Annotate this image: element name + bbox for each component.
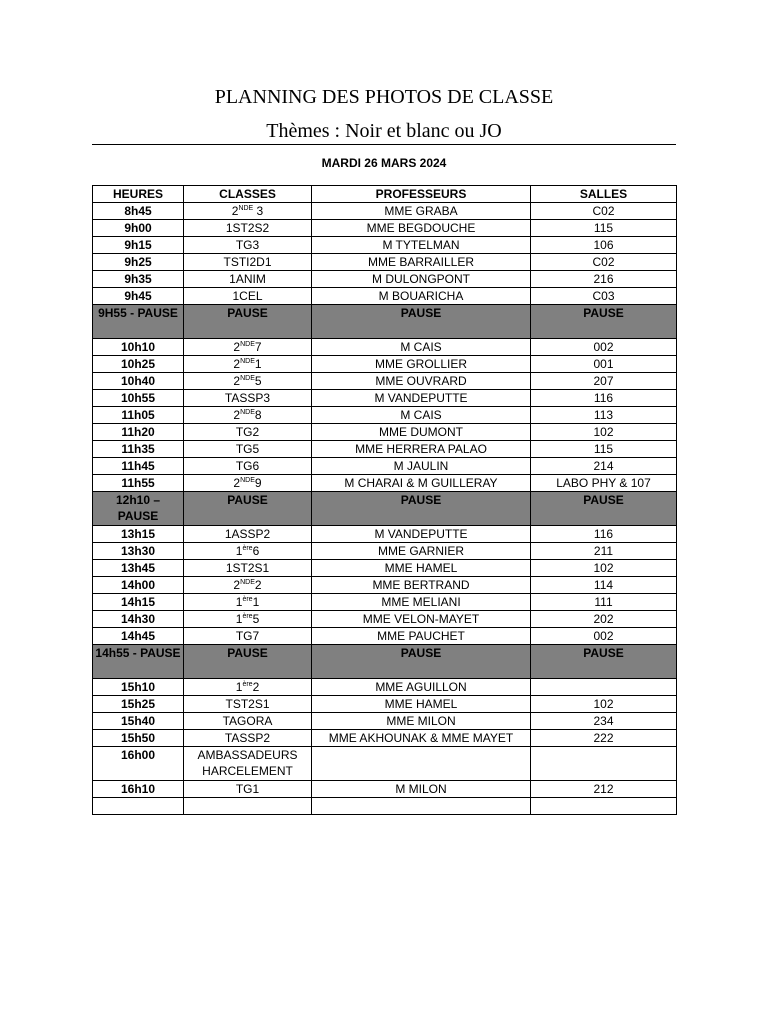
cell-professeur: M MILON	[312, 781, 531, 798]
table-row	[93, 373, 677, 390]
cell-professeur: MME AKHOUNAK & MME MAYET	[312, 730, 531, 747]
cell-salle: 115	[531, 220, 677, 237]
cell-classe: 2NDE 3	[184, 203, 312, 220]
cell-heure: 9h25	[93, 254, 184, 271]
cell-heure: 11h45	[93, 458, 184, 475]
cell-heure: 9h15	[93, 237, 184, 254]
cell-professeur: MME GROLLIER	[312, 356, 531, 373]
page-subtitle: Thèmes : Noir et blanc ou JO	[266, 120, 502, 142]
cell-salle: 111	[531, 594, 677, 611]
cell-professeur: MME AGUILLON	[312, 679, 531, 696]
cell-professeur: MME VELON-MAYET	[312, 611, 531, 628]
cell-salle: C02	[531, 254, 677, 271]
cell-professeur: MME BERTRAND	[312, 577, 531, 594]
cell-professeur: MME GARNIER	[312, 543, 531, 560]
cell-classe: 1ère5	[184, 611, 312, 628]
cell-classe: TG5	[184, 441, 312, 458]
cell-heure: 15h10	[93, 679, 184, 696]
cell-heure: 14h55 - PAUSE	[93, 645, 184, 679]
cell-salle	[531, 798, 677, 815]
cell-heure: 11h35	[93, 441, 184, 458]
cell-classe	[184, 798, 312, 815]
pause-row	[93, 492, 677, 526]
cell-salle: 222	[531, 730, 677, 747]
cell-salle	[531, 747, 677, 781]
cell-professeur: M TYTELMAN	[312, 237, 531, 254]
table-row	[93, 560, 677, 577]
cell-heure: 13h15	[93, 526, 184, 543]
cell-professeur: MME PAUCHET	[312, 628, 531, 645]
cell-professeur: M DULONGPONT	[312, 271, 531, 288]
cell-salle: PAUSE	[531, 645, 677, 679]
cell-salle: 207	[531, 373, 677, 390]
cell-classe: 2NDE5	[184, 373, 312, 390]
header-salles: SALLES	[531, 186, 677, 203]
table-row	[93, 543, 677, 560]
cell-salle: 114	[531, 577, 677, 594]
table-row	[93, 237, 677, 254]
cell-classe: TST2S1	[184, 696, 312, 713]
cell-classe: 1ST2S2	[184, 220, 312, 237]
table-row	[93, 594, 677, 611]
cell-classe: PAUSE	[184, 305, 312, 339]
cell-professeur: M BOUARICHA	[312, 288, 531, 305]
cell-salle: 102	[531, 560, 677, 577]
header-professeurs: PROFESSEURS	[312, 186, 531, 203]
cell-salle: 115	[531, 441, 677, 458]
table-row	[93, 798, 677, 815]
cell-salle: 113	[531, 407, 677, 424]
cell-classe: 1ASSP2	[184, 526, 312, 543]
cell-heure: 15h25	[93, 696, 184, 713]
cell-heure: 9H55 - PAUSE	[93, 305, 184, 339]
cell-professeur: MME MELIANI	[312, 594, 531, 611]
cell-salle: 106	[531, 237, 677, 254]
cell-salle: 102	[531, 424, 677, 441]
cell-salle: 002	[531, 339, 677, 356]
cell-salle: C03	[531, 288, 677, 305]
cell-classe: 1ère6	[184, 543, 312, 560]
cell-classe: TSTI2D1	[184, 254, 312, 271]
cell-heure: 10h55	[93, 390, 184, 407]
title-divider	[92, 144, 676, 145]
cell-professeur: MME HAMEL	[312, 560, 531, 577]
cell-heure: 12h10 – PAUSE	[93, 492, 184, 526]
cell-professeur: M JAULIN	[312, 458, 531, 475]
page-title: PLANNING DES PHOTOS DE CLASSE	[214, 86, 554, 108]
cell-heure: 11h55	[93, 475, 184, 492]
cell-classe: 1ère2	[184, 679, 312, 696]
cell-classe: 2NDE7	[184, 339, 312, 356]
table-row	[93, 254, 677, 271]
table-row	[93, 696, 677, 713]
table-row	[93, 458, 677, 475]
cell-classe: 1ANIM	[184, 271, 312, 288]
cell-classe: TASSP2	[184, 730, 312, 747]
cell-professeur	[312, 747, 531, 781]
table-row	[93, 203, 677, 220]
cell-classe: 1ST2S1	[184, 560, 312, 577]
table-row	[93, 356, 677, 373]
cell-classe: PAUSE	[184, 645, 312, 679]
cell-heure: 9h35	[93, 271, 184, 288]
cell-classe: TG3	[184, 237, 312, 254]
cell-professeur: MME OUVRARD	[312, 373, 531, 390]
cell-classe: AMBASSADEURS HARCELEMENT	[184, 747, 312, 781]
cell-heure: 11h05	[93, 407, 184, 424]
cell-salle: 202	[531, 611, 677, 628]
pause-row	[93, 645, 677, 679]
table-row	[93, 628, 677, 645]
cell-classe: TG2	[184, 424, 312, 441]
cell-heure: 16h10	[93, 781, 184, 798]
cell-professeur: MME GRABA	[312, 203, 531, 220]
cell-salle: 002	[531, 628, 677, 645]
cell-classe: TG6	[184, 458, 312, 475]
cell-heure: 11h20	[93, 424, 184, 441]
table-row	[93, 475, 677, 492]
table-header-row	[93, 186, 677, 203]
cell-classe: TG1	[184, 781, 312, 798]
schedule-date: MARDI 26 MARS 2024	[321, 156, 447, 170]
cell-heure: 13h45	[93, 560, 184, 577]
table-row	[93, 577, 677, 594]
cell-professeur	[312, 798, 531, 815]
cell-classe: TASSP3	[184, 390, 312, 407]
cell-professeur: MME HERRERA PALAO	[312, 441, 531, 458]
table-row	[93, 390, 677, 407]
cell-professeur: MME MILON	[312, 713, 531, 730]
cell-classe: 2NDE2	[184, 577, 312, 594]
cell-heure	[93, 798, 184, 815]
cell-salle: 214	[531, 458, 677, 475]
cell-heure: 10h25	[93, 356, 184, 373]
table-row	[93, 747, 677, 781]
cell-heure: 16h00	[93, 747, 184, 781]
cell-salle	[531, 679, 677, 696]
table-row	[93, 220, 677, 237]
table-row	[93, 271, 677, 288]
schedule-table	[92, 185, 677, 815]
cell-classe: TAGORA	[184, 713, 312, 730]
table-row	[93, 339, 677, 356]
cell-classe: 2NDE1	[184, 356, 312, 373]
cell-salle: PAUSE	[531, 492, 677, 526]
cell-heure: 15h50	[93, 730, 184, 747]
cell-professeur: MME BEGDOUCHE	[312, 220, 531, 237]
cell-professeur: PAUSE	[312, 645, 531, 679]
cell-professeur: PAUSE	[312, 305, 531, 339]
cell-heure: 14h00	[93, 577, 184, 594]
cell-professeur: M CHARAI & M GUILLERAY	[312, 475, 531, 492]
cell-salle: LABO PHY & 107	[531, 475, 677, 492]
cell-heure: 13h30	[93, 543, 184, 560]
pause-row	[93, 305, 677, 339]
cell-classe: 2NDE8	[184, 407, 312, 424]
cell-heure: 14h30	[93, 611, 184, 628]
cell-salle: 211	[531, 543, 677, 560]
cell-classe: 2NDE9	[184, 475, 312, 492]
cell-heure: 8h45	[93, 203, 184, 220]
cell-salle: PAUSE	[531, 305, 677, 339]
cell-heure: 9h45	[93, 288, 184, 305]
table-row	[93, 526, 677, 543]
cell-professeur: PAUSE	[312, 492, 531, 526]
cell-professeur: M CAIS	[312, 407, 531, 424]
cell-professeur: M VANDEPUTTE	[312, 390, 531, 407]
cell-salle: 234	[531, 713, 677, 730]
cell-classe: 1CEL	[184, 288, 312, 305]
table-body	[93, 203, 677, 815]
table-row	[93, 679, 677, 696]
cell-salle: 001	[531, 356, 677, 373]
cell-professeur: MME HAMEL	[312, 696, 531, 713]
table-row	[93, 730, 677, 747]
cell-heure: 15h40	[93, 713, 184, 730]
cell-salle: 102	[531, 696, 677, 713]
table-row	[93, 288, 677, 305]
table-row	[93, 407, 677, 424]
cell-heure: 9h00	[93, 220, 184, 237]
table-row	[93, 441, 677, 458]
table-row	[93, 713, 677, 730]
cell-classe: PAUSE	[184, 492, 312, 526]
cell-salle: C02	[531, 203, 677, 220]
cell-professeur: M CAIS	[312, 339, 531, 356]
cell-salle: 116	[531, 390, 677, 407]
cell-salle: 116	[531, 526, 677, 543]
cell-salle: 216	[531, 271, 677, 288]
header-heures: HEURES	[93, 186, 184, 203]
cell-professeur: MME DUMONT	[312, 424, 531, 441]
header-classes: CLASSES	[184, 186, 312, 203]
cell-professeur: MME BARRAILLER	[312, 254, 531, 271]
table-row	[93, 611, 677, 628]
cell-heure: 14h15	[93, 594, 184, 611]
cell-heure: 10h40	[93, 373, 184, 390]
table-row	[93, 424, 677, 441]
cell-classe: 1ère1	[184, 594, 312, 611]
table-row	[93, 781, 677, 798]
cell-salle: 212	[531, 781, 677, 798]
cell-heure: 10h10	[93, 339, 184, 356]
cell-professeur: M VANDEPUTTE	[312, 526, 531, 543]
cell-heure: 14h45	[93, 628, 184, 645]
cell-classe: TG7	[184, 628, 312, 645]
